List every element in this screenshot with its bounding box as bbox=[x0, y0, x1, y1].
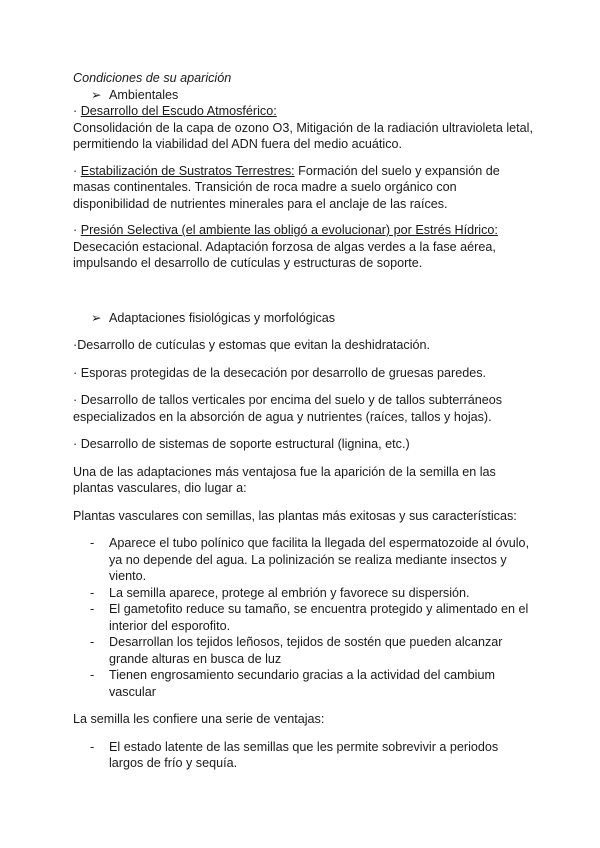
semilla-intro: Una de las adaptaciones más ventajosa fue la aparición de la semilla en las plantas vasculares, dio lugar a: bbox=[73, 464, 496, 495]
ambiental-item-body: Desecación estacional. Adaptación forzosa de algas verdes a la fase aérea, impulsando el desarrollo de cutículas y estructuras de soporte. bbox=[73, 239, 496, 270]
document-page bbox=[73, 70, 533, 772]
adaptacion-item: · Desarrollo de tallos verticales por encima del suelo y de tallos subterráneos especializados en la absorción de agua y nutrientes (raíces, tallos y hojas). bbox=[73, 393, 503, 424]
list-item bbox=[73, 634, 533, 667]
item-rest: Formación del suelo y expansión de masas continentales. Transición de roca madre a suelo orgánico con disponibilidad de nutrientes minerales para el anclaje de las raíces. bbox=[73, 163, 500, 211]
list-item bbox=[73, 585, 533, 602]
list-item-text: El gametofito reduce su tamaño, se encuentra protegido y alimentado en el interior del esporofito. bbox=[109, 602, 529, 633]
adaptacion-item: · Desarrollo de sistemas de soporte estructural (lignina, etc.) bbox=[73, 437, 410, 451]
adaptaciones-heading-text: Adaptaciones fisiológicas y morfológicas bbox=[109, 310, 336, 325]
list-item bbox=[73, 601, 533, 634]
adaptacion-item: · Esporas protegidas de la desecación por desarrollo de gruesas paredes. bbox=[73, 365, 487, 380]
list-item-text: Tienen engrosamiento secundario gracias a la actividad del cambium vascular bbox=[109, 668, 495, 699]
item-prefix: · bbox=[73, 163, 81, 178]
item-prefix: · bbox=[73, 223, 81, 237]
ambiental-item-body: Consolidación de la capa de ozono O3, Mitigación de la radiación ultravioleta letal, permitiendo la viabilidad del ADN fuera del medio acuático. bbox=[73, 120, 533, 151]
list-item-text: Aparece el tubo polínico que facilita la llegada del espermatozoide al óvulo, ya no depende del agua. La polinización se realiza mediante insectos y viento. bbox=[109, 536, 530, 583]
plantas-vasculares-intro: Plantas vasculares con semillas, las plantas más exitosas y sus características: bbox=[73, 508, 517, 523]
list-item bbox=[73, 535, 533, 585]
ambientales-heading-text: Ambientales bbox=[109, 87, 179, 102]
dash-bullet: - bbox=[90, 739, 95, 754]
list-item-text: La semilla aparece, protege al embrión y favorece su dispersión. bbox=[109, 585, 470, 600]
list-item-text: El estado latente de las semillas que les permite sobrevivir a periodos largos de frío y sequía. bbox=[109, 739, 499, 770]
ambiental-item bbox=[73, 222, 533, 239]
list-item-text: Desarrollan los tejidos leñosos, tejidos de sostén que pueden alcanzar grande alturas en busca de luz bbox=[109, 635, 503, 666]
section-title: Condiciones de su aparición bbox=[73, 71, 232, 85]
ventajas-intro: La semilla les confiere una serie de ventajas: bbox=[73, 712, 325, 726]
dash-bullet: - bbox=[90, 635, 95, 649]
dash-bullet: - bbox=[90, 668, 95, 682]
item-title: Presión Selectiva (el ambiente las obligó a evolucionar) por Estrés Hídrico: bbox=[80, 223, 498, 237]
dash-bullet: - bbox=[90, 602, 95, 616]
arrow-bullet-icon: ➢ bbox=[91, 310, 102, 325]
ambiental-item bbox=[73, 103, 533, 120]
item-prefix: · bbox=[73, 104, 81, 118]
item-title: Estabilización de Sustratos Terrestres: bbox=[80, 163, 295, 178]
adaptaciones-heading bbox=[91, 310, 533, 327]
ventajas-list bbox=[73, 739, 533, 772]
dash-bullet: - bbox=[90, 585, 95, 600]
ambiental-item bbox=[73, 163, 533, 213]
list-item bbox=[73, 667, 533, 700]
dash-bullet: - bbox=[90, 536, 95, 550]
item-title: Desarrollo del Escudo Atmosférico: bbox=[80, 104, 277, 118]
arrow-bullet-icon: ➢ bbox=[91, 87, 102, 102]
ambientales-heading bbox=[91, 87, 533, 104]
list-item bbox=[73, 739, 533, 772]
adaptacion-item: ·Desarrollo de cutículas y estomas que evitan la deshidratación. bbox=[73, 338, 431, 352]
plantas-vasculares-list bbox=[73, 535, 533, 700]
